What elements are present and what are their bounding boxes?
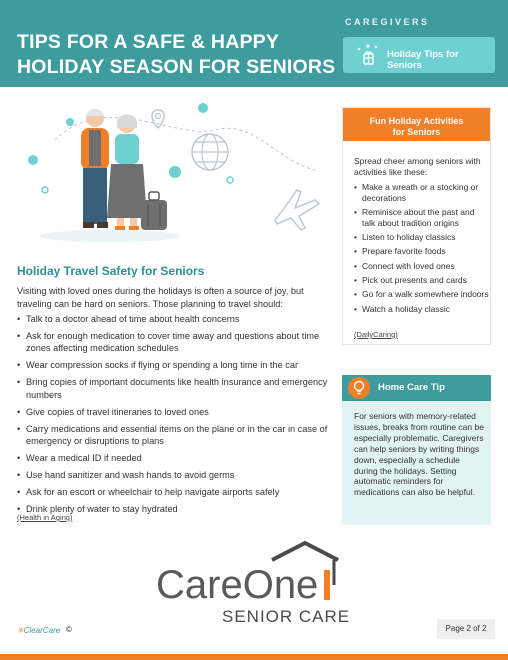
travel-tips-list bbox=[17, 313, 335, 520]
list-item: • Reminisce about the past and talk about tradition origins bbox=[354, 207, 489, 229]
holiday-tips-badge bbox=[343, 37, 495, 73]
list-item: • Talk to a doctor ahead of time about health concerns bbox=[17, 313, 335, 325]
travel-source-link[interactable]: (Health in Aging) bbox=[17, 513, 73, 522]
list-item: • Drink plenty of water to stay hydrated bbox=[17, 503, 335, 515]
clearcare-brand: ✳ClearCare bbox=[17, 626, 61, 635]
home-care-tip-title: Home Care Tip bbox=[378, 382, 445, 393]
activities-title bbox=[343, 108, 490, 141]
list-item: • Give copies of travel itineraries to loved ones bbox=[17, 406, 335, 418]
home-care-tip-header bbox=[342, 375, 491, 401]
activities-list bbox=[354, 182, 489, 318]
copyright-symbol: © bbox=[66, 625, 72, 634]
list-item: • Bring copies of important documents like health insurance and emergency numbers bbox=[17, 376, 335, 401]
list-item: • Prepare favorite foods bbox=[354, 246, 489, 257]
activities-title-line-1: Fun Holiday Activities bbox=[369, 116, 464, 126]
list-item: • Wear compression socks if flying or spending a long time in the car bbox=[17, 359, 335, 371]
activities-intro: Spread cheer among seniors with activities like these: bbox=[354, 156, 481, 177]
home-care-tip-box bbox=[342, 375, 491, 525]
activities-source-link[interactable]: (DailyCaring) bbox=[354, 330, 398, 339]
clearcare-label: ClearCare bbox=[23, 626, 61, 635]
logo-main-text: CareOne bbox=[156, 563, 319, 607]
category-label: CAREGIVERS bbox=[345, 17, 430, 27]
seniors-travel-illustration bbox=[15, 100, 333, 250]
page-title-line-1: TIPS FOR A SAFE & HAPPY bbox=[17, 31, 280, 53]
bottom-accent-bar bbox=[0, 654, 508, 660]
careone-logo bbox=[150, 540, 350, 630]
list-item: • Wear a medical ID if needed bbox=[17, 452, 335, 464]
senior-man-figure bbox=[81, 109, 109, 228]
holiday-tips-badge-label: Holiday Tips for Seniors bbox=[387, 49, 459, 71]
airplane-icon bbox=[275, 190, 319, 230]
holiday-tips-icon bbox=[355, 43, 381, 67]
travel-intro: Visiting with loved ones during the holidays is often a source of joy, but traveling can be hard on seniors. Those planning to travel should: bbox=[17, 286, 304, 309]
list-item: • Go for a walk somewhere indoors bbox=[354, 289, 489, 300]
home-care-tip-body: For seniors with memory-related issues, breaks from routine can be especially problematic. Caregivers can help seniors by writing things down, especially a schedule during the holidays. Setting automatic reminders for medications can also be helpful. bbox=[354, 411, 484, 498]
page-header bbox=[0, 0, 508, 87]
globe-icon bbox=[192, 134, 228, 170]
page-title bbox=[17, 30, 337, 80]
logo-sub-text: SENIOR CARE bbox=[222, 607, 350, 626]
page-number: Page 2 of 2 bbox=[437, 619, 495, 639]
page-title-line-2: HOLIDAY SEASON FOR SENIORS bbox=[17, 56, 336, 78]
list-item: • Pick out presents and cards bbox=[354, 275, 489, 286]
list-item: • Make a wreath or a stocking or decorations bbox=[354, 182, 489, 204]
travel-section-title: Holiday Travel Safety for Seniors bbox=[17, 264, 205, 278]
list-item: • Use hand sanitizer and wash hands to avoid germs bbox=[17, 469, 335, 481]
list-item: • Carry medications and essential items on the plane or in the car in case of emergency or disruptions to plans bbox=[17, 423, 335, 448]
lightbulb-icon bbox=[348, 377, 370, 399]
list-item: • Ask for enough medication to cover time away and questions about time zones affecting medication schedules bbox=[17, 330, 335, 355]
activities-title-line-2: for Seniors bbox=[392, 127, 441, 137]
list-item: • Listen to holiday classics bbox=[354, 232, 489, 243]
list-item: • Connect with loved ones bbox=[354, 261, 489, 272]
list-item: • Ask for an escort or wheelchair to help navigate airports safely bbox=[17, 486, 335, 498]
list-item: • Watch a holiday classic bbox=[354, 304, 489, 315]
